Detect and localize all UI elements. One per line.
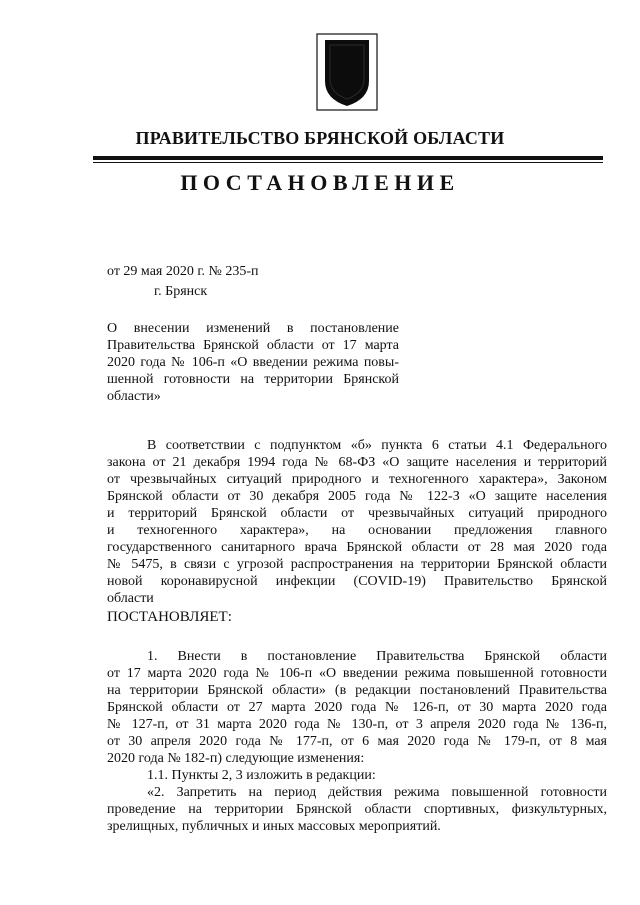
subject-line: Правительства Брянской области от 17 марта xyxy=(107,338,399,353)
item1-line: № 127-п, от 31 марта 2020 года № 130-п, от 3 апреля 2020 года № 136-п, xyxy=(107,717,607,732)
item2-quote-line: зрелищных, публичных и иных массовых мероприятий. xyxy=(107,819,441,834)
preamble-line: области xyxy=(107,591,154,606)
coat-of-arms-icon xyxy=(316,33,378,111)
preamble-line: № 5475, в связи с угрозой распространения на территории Брянской области xyxy=(107,557,607,572)
preamble-line: и территорий Брянской области от чрезвычайных ситуаций природного xyxy=(107,506,607,521)
preamble-line: и техногенного характера», на основании предложения главного xyxy=(107,523,607,538)
item2-quote-line: проведение на территории Брянской области спортивных, физкультурных, xyxy=(107,802,607,817)
item1-1-line: 1.1. Пункты 2, 3 изложить в редакции: xyxy=(147,768,376,783)
header-divider-thin xyxy=(93,162,603,163)
document-city: г. Брянск xyxy=(154,284,208,299)
subject-line: 2020 года № 106-п «О введении режима повы- xyxy=(107,355,399,370)
item1-line: 2020 года № 182-п) следующие изменения: xyxy=(107,751,365,766)
preamble-line: В соответствии с подпунктом «б» пункта 6 статьи 4.1 Федерального xyxy=(147,438,607,453)
preamble-line: новой коронавирусной инфекции (COVID-19) Правительство Брянской xyxy=(107,574,607,589)
preamble-line: от чрезвычайных ситуаций природного и техногенного характера», Законом xyxy=(107,472,607,487)
subject-line: О внесении изменений в постановление xyxy=(107,321,399,336)
item1-line: Брянской области от 27 марта 2020 года № 126-п, от 30 марта 2020 года xyxy=(107,700,607,715)
item1-line: 1. Внести в постановление Правительства Брянской области xyxy=(147,649,607,664)
item1-line: от 17 марта 2020 года № 106-п «О введении режима повышенной готовности xyxy=(107,666,607,681)
subject-line: области» xyxy=(107,389,161,404)
preamble-line: Брянской области от 30 декабря 2005 года № 122-З «О защите населения xyxy=(107,489,607,504)
decree-word: ПОСТАНОВЛЯЕТ: xyxy=(107,609,232,625)
subject-line: шенной готовности на территории Брянской xyxy=(107,372,399,387)
preamble-line: закона от 21 декабря 1994 года № 68-ФЗ «О защите населения и территорий xyxy=(107,455,607,470)
organization-title: ПРАВИТЕЛЬСТВО БРЯНСКОЙ ОБЛАСТИ xyxy=(135,128,505,148)
item1-line: от 30 апреля 2020 года № 177-п, от 6 мая 2020 года № 179-п, от 8 мая xyxy=(107,734,607,749)
item1-line: на территории Брянской области» (в редакции постановлений Правительства xyxy=(107,683,607,698)
item2-quote-line: «2. Запретить на период действия режима повышенной готовности xyxy=(147,785,607,800)
document-type-title: ПОСТАНОВЛЕНИЕ xyxy=(180,170,460,195)
header-divider-thick xyxy=(93,156,603,160)
document-date-number: от 29 мая 2020 г. № 235-п xyxy=(107,264,259,279)
preamble-line: государственного санитарного врача Брянской области от 28 мая 2020 года xyxy=(107,540,607,555)
